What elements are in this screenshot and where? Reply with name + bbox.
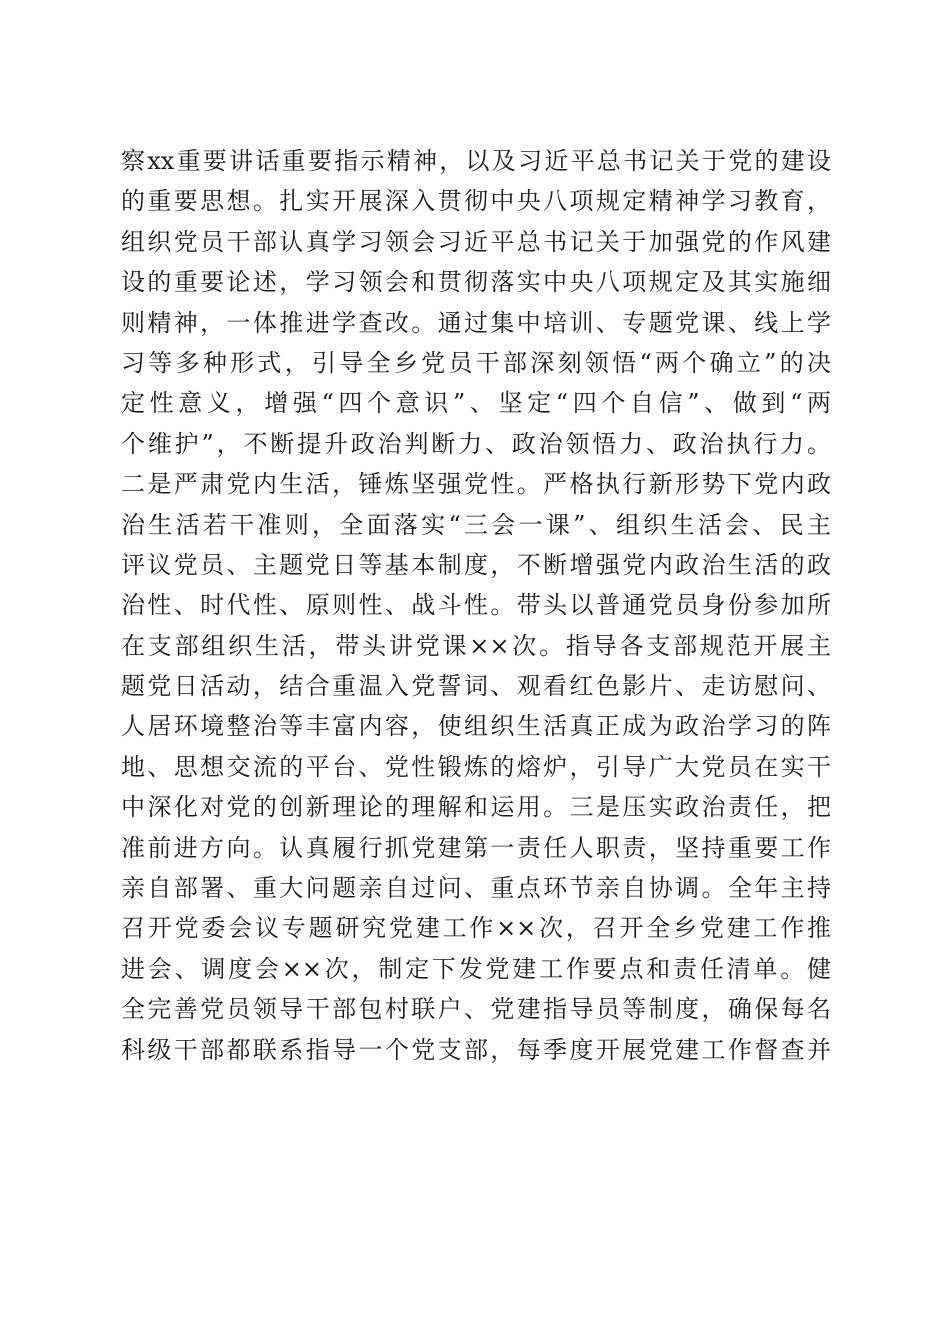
- text-line: 召开党委会议专题研究党建工作××次，召开全乡党建工作推: [121, 914, 831, 943]
- text-line: 二是严肃党内生活，锤炼坚强党性。严格执行新形势下党内政: [121, 470, 831, 499]
- text-line: 亲自部署、重大问题亲自过问、重点环节亲自协调。全年主持: [121, 874, 831, 903]
- text-line: 个维护”，不断提升政治判断力、政治领悟力、政治执行力。: [121, 429, 831, 458]
- text-line: 准前进方向。认真履行抓党建第一责任人职责，坚持重要工作: [121, 833, 831, 862]
- text-line: 全完善党员领导干部包村联户、党建指导员等制度，确保每名: [121, 995, 831, 1024]
- text-line: 习等多种形式，引导全乡党员干部深刻领悟“两个确立”的决: [121, 348, 831, 377]
- text-line: 人居环境整治等丰富内容，使组织生活真正成为政治学习的阵: [121, 712, 831, 741]
- text-line: 评议党员、主题党日等基本制度，不断增强党内政治生活的政: [121, 550, 831, 579]
- text-line: 治生活若干准则，全面落实“三会一课”、组织生活会、民主: [121, 510, 831, 539]
- text-line: 地、思想交流的平台、党性锻炼的熔炉，引导广大党员在实干: [121, 752, 831, 781]
- text-line: 治性、时代性、原则性、战斗性。带头以普通党员身份参加所: [121, 591, 831, 620]
- text-line: 题党日活动，结合重温入党誓词、观看红色影片、走访慰问、: [121, 672, 831, 701]
- text-line: 科级干部都联系指导一个党支部，每季度开展党建工作督查并: [121, 1035, 831, 1064]
- text-line: 中深化对党的创新理论的理解和运用。三是压实政治责任，把: [121, 793, 831, 822]
- text-line: 定性意义，增强“四个意识”、坚定“四个自信”、做到“两: [121, 389, 831, 418]
- text-line: 组织党员干部认真学习领会习近平总书记关于加强党的作风建: [121, 227, 831, 256]
- text-line: 则精神，一体推进学查改。通过集中培训、专题党课、线上学: [121, 308, 831, 337]
- text-line: 察xx重要讲话重要指示精神，以及习近平总书记关于党的建设: [121, 147, 831, 175]
- text-line: 设的重要论述，学习领会和贯彻落实中央八项规定及其实施细: [121, 268, 831, 297]
- text-line: 在支部组织生活，带头讲党课××次。指导各支部规范开展主: [121, 631, 831, 660]
- body-text: [121, 141, 831, 1070]
- text-line: 进会、调度会××次，制定下发党建工作要点和责任清单。健: [121, 954, 831, 983]
- text-line: 的重要思想。扎实开展深入贯彻中央八项规定精神学习教育，: [121, 187, 831, 216]
